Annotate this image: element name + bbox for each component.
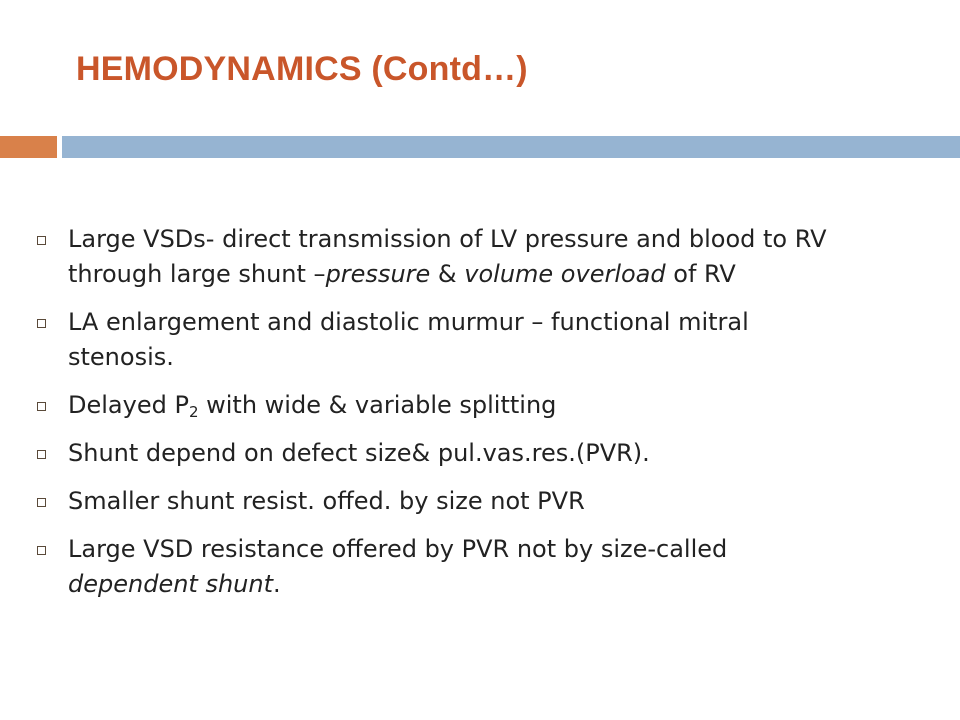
bullet-text: Smaller shunt resist. offed. by size not PVR [68,487,585,515]
bullet-text: of RV [665,260,736,288]
subscript-text: 2 [188,403,199,421]
bullet-item [36,222,836,292]
title-accent-bar-left [0,136,57,158]
title-accent-bar-right [62,136,960,158]
bullet-text: Delayed P [68,391,189,419]
bullet-text: . [273,570,281,598]
bullet-italic-text: volume overload [464,260,666,288]
square-bullet-icon [37,546,46,555]
bullet-text: LA enlargement and diastolic murmur – functional mitral stenosis. [68,308,749,371]
slide-title: HEMODYNAMICS (Contd…) [76,50,528,88]
square-bullet-icon [37,402,46,411]
bullet-italic-text: dependent shunt [68,570,274,598]
bullet-item [36,388,836,423]
bullet-item [36,305,836,375]
bullet-text: Large VSDs- direct transmission of LV pressure and blood to RV through large shunt – [68,225,827,288]
bullet-list [36,222,836,615]
square-bullet-icon [37,236,46,245]
bullet-text: Shunt depend on defect size& pul.vas.res.(PVR). [68,439,650,467]
square-bullet-icon [37,498,46,507]
bullet-item [36,436,836,471]
bullet-text: & [430,260,465,288]
bullet-item [36,532,836,602]
square-bullet-icon [37,450,46,459]
bullet-text: with wide & variable splitting [198,391,557,419]
square-bullet-icon [37,319,46,328]
bullet-item [36,484,836,519]
bullet-text: Large VSD resistance offered by PVR not by size-called [68,535,728,563]
bullet-italic-text: pressure [325,260,431,288]
